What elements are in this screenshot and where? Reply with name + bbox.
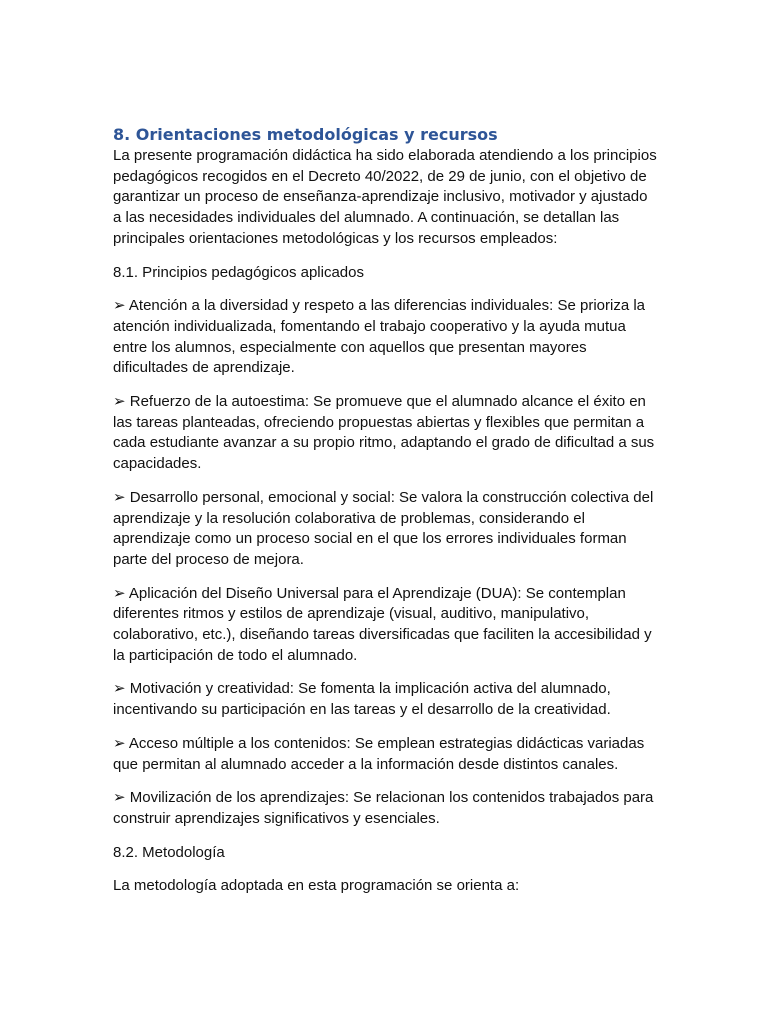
principle-item: ➢ Movilización de los aprendizajes: Se relacionan los contenidos trabajados para construir aprendizajes significativos y esenciales.: [113, 789, 654, 827]
subsection-heading-principles: 8.1. Principios pedagógicos aplicados: [113, 263, 364, 281]
methodology-intro: La metodología adoptada en esta programación se orienta a:: [113, 877, 520, 895]
principle-item: ➢ Aplicación del Diseño Universal para el Aprendizaje (DUA): Se contemplan diferentes ritmos y estilos de aprendizaje (visual, auditivo, manipulativo, colaborativo, etc.), diseñando tareas diversificadas que faciliten la accesibilidad y la participación de todo el alumnado.: [113, 584, 652, 664]
principle-item: ➢ Desarrollo personal, emocional y social: Se valora la construcción colectiva del aprendizaje y la resolución colaborativa de problemas, considerando el aprendizaje como un proceso social en el que los errores individuales forman parte del proceso de mejora.: [113, 488, 654, 568]
document-page: [113, 124, 658, 897]
principle-item: ➢ Refuerzo de la autoestima: Se promueve que el alumnado alcance el éxito en las tareas planteadas, ofreciendo propuestas abiertas y flexibles que permitan a cada estudiante avanzar a su propio ritmo, adaptando el grado de dificultad a sus capacidades.: [113, 393, 655, 473]
principle-item: ➢ Acceso múltiple a los contenidos: Se emplean estrategias didácticas variadas que permitan al alumnado acceder a la información desde distintos canales.: [113, 734, 645, 773]
intro-paragraph: La presente programación didáctica ha sido elaborada atendiendo a los principios pedagógicos recogidos en el Decreto 40/2022, de 29 de junio, con el objetivo de garantizar un proceso de enseñanza-aprendizaje inclusivo, motivador y ajustado a las necesidades individuales del alumnado. A continuación, se detallan las principales orientaciones metodológicas y los recursos empleados:: [113, 147, 657, 247]
principle-item: ➢ Motivación y creatividad: Se fomenta la implicación activa del alumnado, incentivando su participación en las tareas y el desarrollo de la creatividad.: [113, 680, 611, 719]
principle-item: ➢ Atención a la diversidad y respeto a las diferencias individuales: Se prioriza la atención individualizada, fomentando el trabajo cooperativo y la ayuda mutua entre los alumnos, especialmente con aquellos que presentan mayores dificultades de aprendizaje.: [113, 297, 646, 377]
subsection-heading-methodology: 8.2. Metodología: [113, 843, 225, 861]
section-title: 8. Orientaciones metodológicas y recursos: [113, 125, 498, 144]
